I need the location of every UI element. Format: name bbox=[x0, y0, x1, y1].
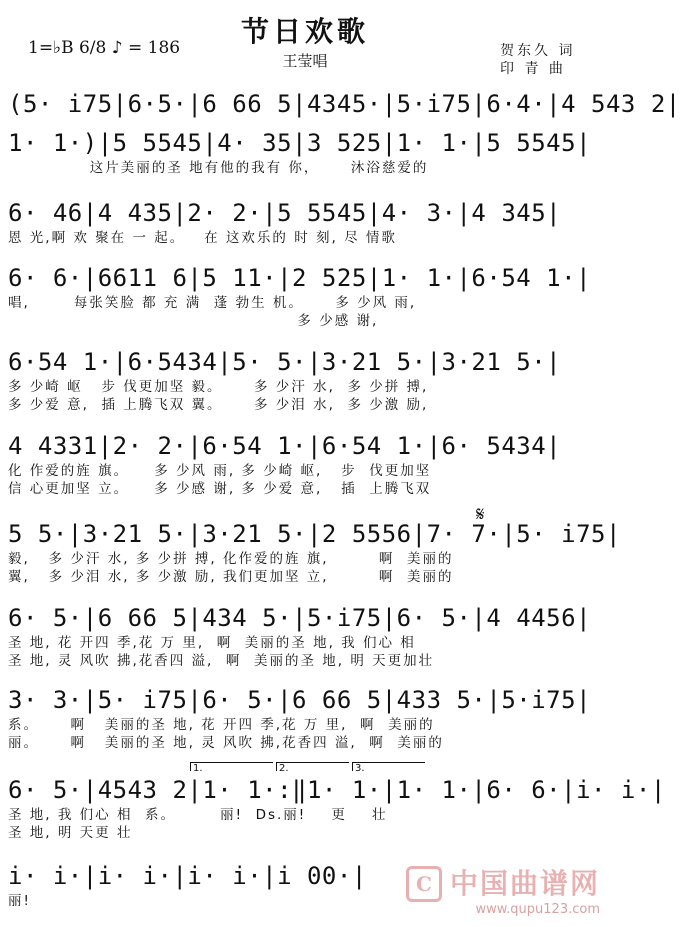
melody-line: i· i·|i· i·|i· i·|i 00·| bbox=[8, 862, 367, 890]
lyric-line: 多 少爱 意, 插 上腾飞双 翼。 多 少泪 水, 多 少激 励, bbox=[8, 397, 429, 413]
melody-line: 4 4331|2· 2·|6·54 1·|6·54 1·|6· 5434| bbox=[8, 432, 562, 460]
lyric-line: 恩 光,啊 欢 聚在 一 起。 在 这欢乐的 时 刻, 尽 情歌 bbox=[8, 230, 397, 246]
score-system-2 bbox=[8, 127, 602, 177]
lyric-line: 这片美丽的圣 地有他的我有 你， 沐浴慈爱的 bbox=[8, 160, 429, 176]
melody-line: 6· 5·|6 66 5|434 5·|5·i75|6· 5·|4 4456| bbox=[8, 604, 592, 632]
segno-sign: 𝄋 bbox=[476, 502, 485, 526]
lyric-line: 圣 地, 花 开四 季,花 万 里, 啊 美丽的圣 地, 我 们心 相 bbox=[8, 635, 416, 651]
composer-credit: 印 青 曲 bbox=[500, 61, 566, 77]
lyric-line: 圣 地, 灵 风吹 拂,花香四 溢, 啊 美丽的圣 地, 明 天更加壮 bbox=[8, 653, 435, 669]
page-title: 节日欢歌 bbox=[240, 15, 369, 48]
lyric-line: 翼, 多 少泪 水, 多 少激 励, 我们更加坚 立, 啊 美丽的 bbox=[8, 569, 454, 585]
score-system-1 bbox=[8, 88, 681, 120]
melody-line: 5 5·|3·21 5·|3·21 5·|2 5556|7· 7·|5· i75| bbox=[8, 520, 621, 548]
melody-line: 6·54 1·|6·5434|5· 5·|3·21 5·|3·21 5·| bbox=[8, 348, 562, 376]
lyric-line: 丽! bbox=[8, 893, 31, 909]
volta-2: 2. bbox=[276, 762, 349, 771]
lyric-line: 信 心更加坚 立。 多 少感 谢, 多 少爱 意, 插 上腾飞双 bbox=[8, 481, 432, 497]
score-system-7 bbox=[8, 518, 621, 586]
lyric-line: 圣 地, 我 们心 相 系。 丽! Ds.丽! 更 壮 bbox=[8, 807, 388, 823]
volta-1: 1. bbox=[190, 762, 273, 771]
watermark-site-name: 中国曲谱网 bbox=[449, 867, 600, 900]
lyric-line: 系。 啊 美丽的圣 地, 花 开四 季,花 万 里, 啊 美丽的 bbox=[8, 717, 435, 733]
score-system-9 bbox=[8, 684, 602, 752]
melody-line: 6· 46|4 435|2· 2·|5 5545|4· 3·|4 345| bbox=[8, 199, 562, 227]
lyric-line: 多 少崎 岖 步 伐更加坚 毅。 多 少汗 水, 多 少拼 搏, bbox=[8, 379, 429, 395]
melody-line: 1· 1·)|5 5545|4· 35|3 525|1· 1·|5 5545| bbox=[8, 129, 592, 157]
score-system-10 bbox=[8, 774, 666, 842]
lyric-line: 圣 地, 明 天更 壮 bbox=[8, 825, 133, 841]
lyric-line: 唱, 每张笑脸 都 充 满 蓬 勃生 机。 多 少风 雨, bbox=[8, 295, 417, 311]
watermark-url: www.qupu123.com bbox=[475, 902, 600, 917]
score-system-8 bbox=[8, 602, 602, 670]
score-system-5 bbox=[8, 346, 602, 414]
site-watermark bbox=[416, 862, 600, 917]
melody-line: 6· 5·|4543 2|1· 1·:‖1· 1·|1· 1·|6· 6·|i· i·| bbox=[8, 776, 666, 804]
melody-line: 3· 3·|5· i75|6· 5·|6 66 5|433 5·|5·i75| bbox=[8, 686, 592, 714]
site-logo-icon: C bbox=[406, 866, 442, 902]
lyric-line: 化 作爱的旌 旗。 多 少风 雨, 多 少崎 岖, 步 伐更加坚 bbox=[8, 463, 432, 479]
lyric-line: 丽。 啊 美丽的圣 地, 灵 风吹 拂,花香四 溢, 啊 美丽的 bbox=[8, 735, 444, 751]
lyricist-credit: 贺东久 词 bbox=[500, 43, 576, 59]
singer-credit: 王莹唱 bbox=[282, 52, 328, 70]
lyric-line: 多 少感 谢, bbox=[8, 313, 379, 329]
melody-line: (5· i75|6·5·|6 66 5|4345·|5·i75|6·4·|4 543 2| bbox=[8, 90, 681, 118]
lyric-line: 毅, 多 少汗 水, 多 少拼 搏, 化作爱的旌 旗, 啊 美丽的 bbox=[8, 551, 454, 567]
score-system-4 bbox=[8, 262, 602, 330]
key-tempo-marking: 1=♭B 6/8 ♪ = 186 bbox=[28, 38, 181, 58]
volta-3: 3. bbox=[352, 762, 425, 771]
melody-line: 6· 6·|6611 6|5 11·|2 525|1· 1·|6·54 1·| bbox=[8, 264, 592, 292]
score-system-3 bbox=[8, 197, 602, 247]
score-system-6 bbox=[8, 430, 602, 498]
